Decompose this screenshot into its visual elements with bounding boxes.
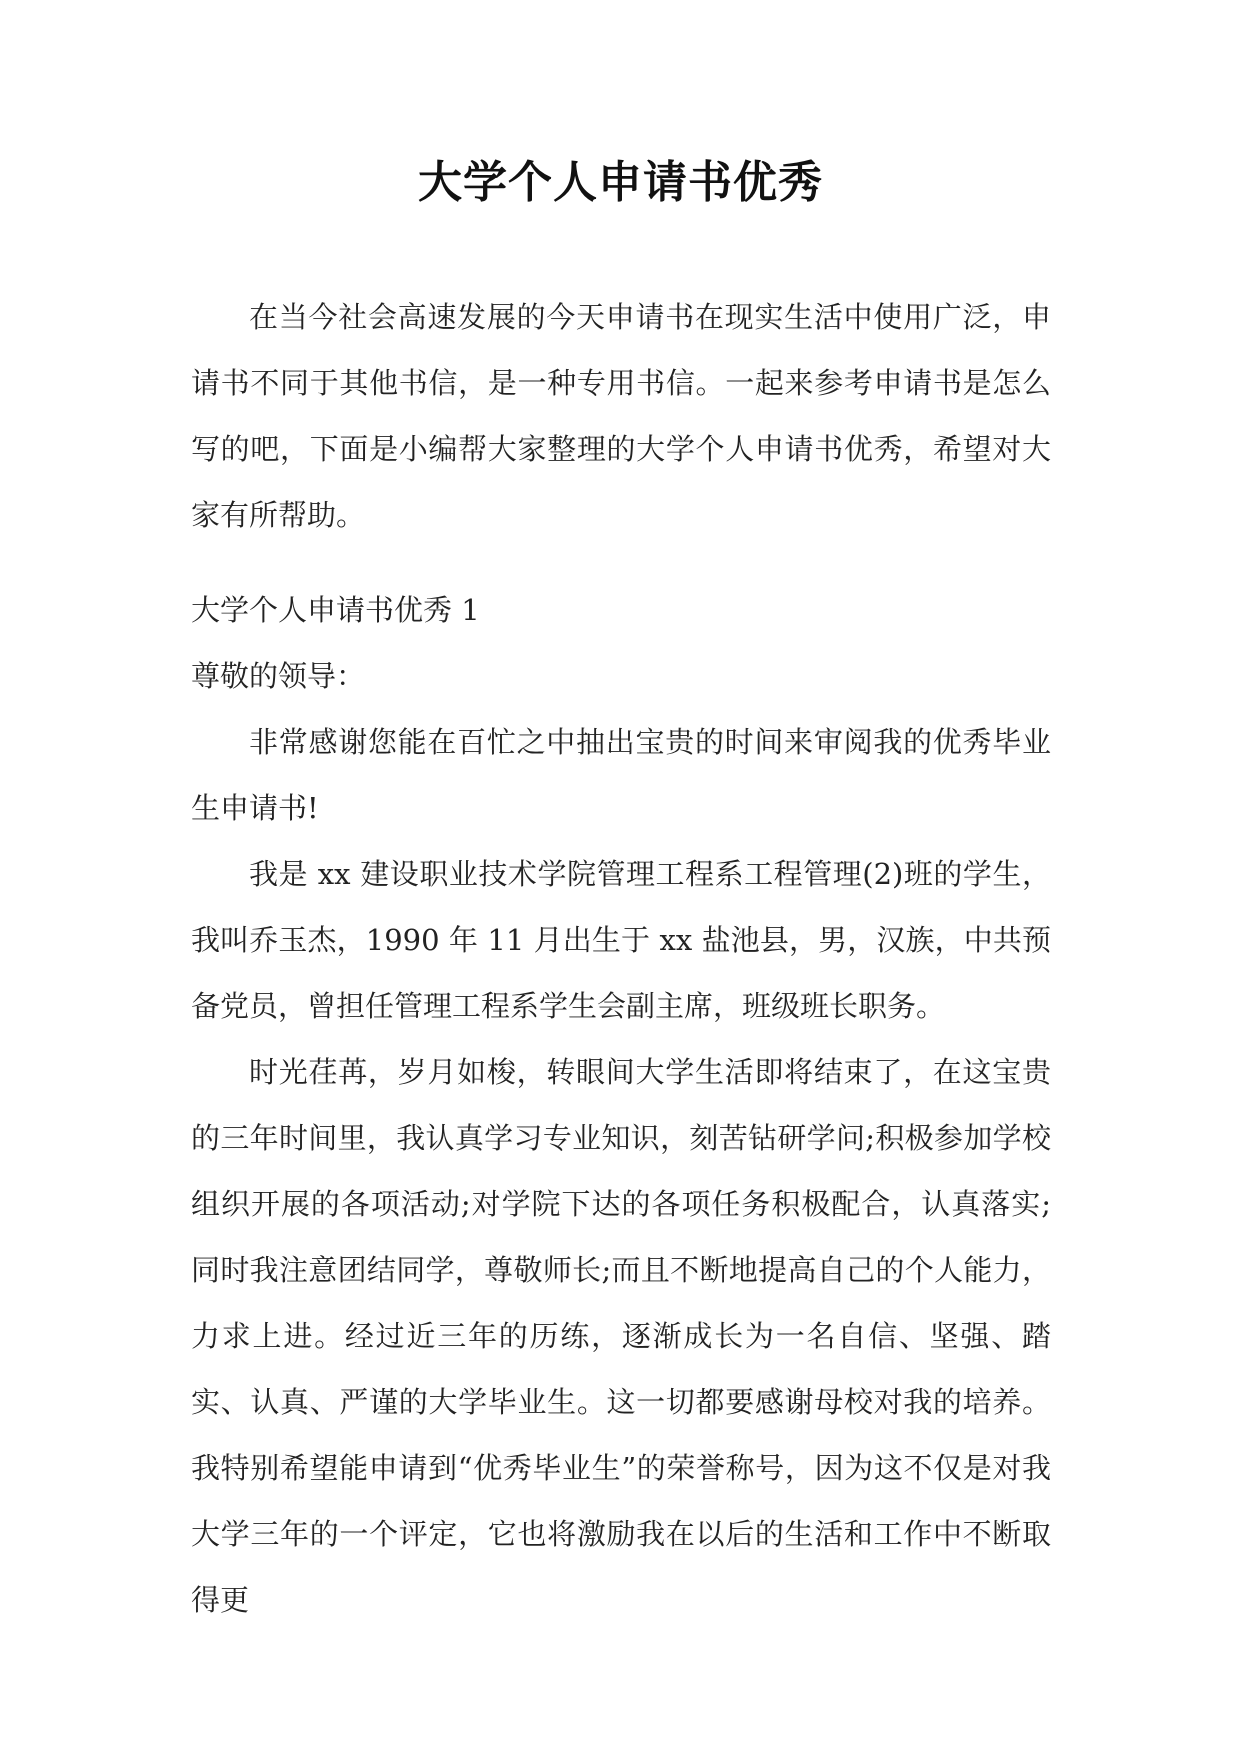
letter-section: [191, 577, 1051, 1633]
intro-paragraph: 在当今社会高速发展的今天申请书在现实生活中使用广泛，申请书不同于其他书信，是一种专用书信。一起来参考申请书是怎么写的吧，下面是小编帮大家整理的大学个人申请书优秀，希望对大家有所帮助。: [191, 300, 1051, 532]
body-paragraph: 时光荏苒，岁月如梭，转眼间大学生活即将结束了，在这宝贵的三年时间里，我认真学习专业知识，刻苦钻研学问;积极参加学校组织开展的各项活动;对学院下达的各项任务积极配合，认真落实;同时我注意团结同学，尊敬师长;而且不断地提高自己的个人能力，力求上进。经过近三年的历练，逐渐成长为一名自信、坚强、踏实、认真、严谨的大学毕业生。这一切都要感谢母校对我的培养。我特别希望能申请到“优秀毕业生”的荣誉称号，因为这不仅是对我大学三年的一个评定，它也将激励我在以后的生活和工作中不断取得更: [191, 1055, 1051, 1617]
body-paragraph: 我是 xx 建设职业技术学院管理工程系工程管理(2)班的学生，我叫乔玉杰，1990 年 11 月出生于 xx 盐池县，男，汉族，中共预备党员，曾担任管理工程系学生会副主席，班级班长职务。: [191, 857, 1051, 1023]
body-paragraph: 非常感谢您能在百忙之中抽出宝贵的时间来审阅我的优秀毕业生申请书!: [191, 725, 1051, 825]
intro-block: [191, 284, 1051, 548]
salutation: 尊敬的领导：: [191, 659, 366, 693]
section-heading: 大学个人申请书优秀 1: [191, 593, 480, 627]
document-title: 大学个人申请书优秀: [418, 157, 823, 208]
